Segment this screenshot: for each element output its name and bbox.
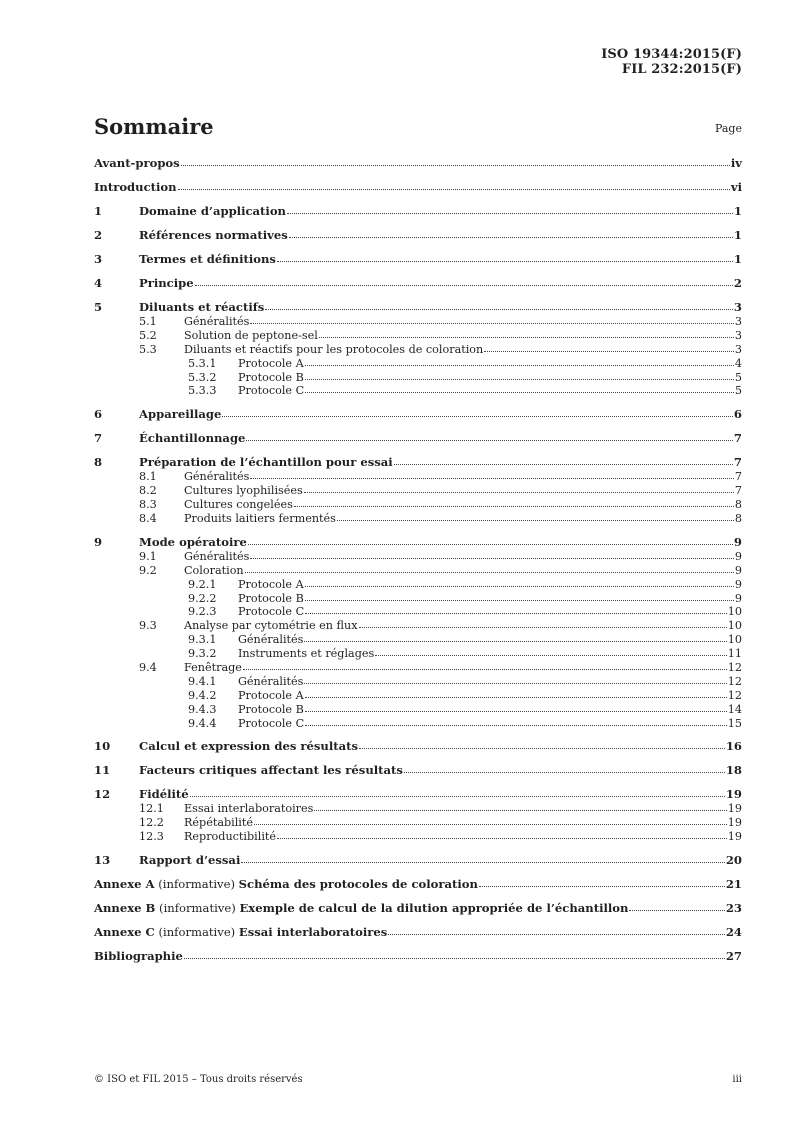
toc-entry-page: 1 bbox=[733, 204, 742, 218]
toc-entry-label: Généralités bbox=[184, 549, 250, 563]
toc-entry-page: 15 bbox=[727, 716, 742, 730]
toc-entry-page: 20 bbox=[725, 853, 742, 868]
toc-entry-label: Reproductibilité bbox=[184, 830, 277, 844]
toc-entry-number: 13 bbox=[94, 853, 111, 868]
copyright-notice: © ISO et FIL 2015 – Tous droits réservés bbox=[94, 1074, 303, 1085]
toc-entry-number: 9.4.3 bbox=[188, 702, 217, 716]
toc-entry-number: 5.2 bbox=[139, 328, 157, 342]
dot-leader bbox=[248, 544, 733, 545]
toc-entry[interactable] bbox=[94, 498, 742, 512]
toc-entry[interactable] bbox=[94, 300, 742, 315]
toc-entry-label bbox=[94, 877, 478, 892]
dot-leader bbox=[294, 506, 734, 507]
annex-title: Schéma des protocoles de coloration bbox=[238, 877, 478, 892]
toc-entry[interactable] bbox=[94, 647, 742, 661]
dot-leader bbox=[479, 886, 725, 887]
toc-entry-number: 11 bbox=[94, 763, 111, 778]
toc-spacer bbox=[94, 291, 742, 300]
toc-entry-page: 16 bbox=[725, 739, 742, 754]
toc-spacer bbox=[94, 730, 742, 739]
toc-entry-page: 12 bbox=[727, 661, 742, 675]
toc-entry-number: 10 bbox=[94, 739, 111, 754]
toc-entry-page: 27 bbox=[725, 949, 742, 964]
toc-entry-page: 10 bbox=[727, 605, 742, 619]
toc-entry-label: Diluants et réactifs bbox=[139, 300, 265, 314]
toc-entry-label: Généralités bbox=[238, 633, 304, 647]
toc-entry-number: 5.3.1 bbox=[188, 356, 217, 370]
toc-entry-page: 21 bbox=[725, 877, 742, 892]
annex-prefix: Annexe A bbox=[94, 877, 155, 892]
toc-entry-label: Coloration bbox=[184, 563, 244, 577]
toc-spacer bbox=[94, 916, 742, 925]
toc-entry[interactable] bbox=[94, 535, 742, 550]
toc-entry-label: Diluants et réactifs pour les protocoles de coloration bbox=[184, 342, 484, 356]
toc-entry-number: 9.2.2 bbox=[188, 591, 217, 605]
toc-entry[interactable] bbox=[94, 853, 742, 868]
dot-leader bbox=[305, 392, 734, 393]
toc-entry-number: 12 bbox=[94, 787, 111, 802]
toc-entry[interactable] bbox=[94, 431, 742, 446]
dot-leader bbox=[337, 520, 734, 521]
toc-entry-number: 7 bbox=[94, 431, 103, 446]
toc-entry-number: 9.4.4 bbox=[188, 716, 217, 730]
dot-leader bbox=[304, 492, 734, 493]
toc-entry-number: 6 bbox=[94, 407, 103, 422]
toc-entry-number: 8.4 bbox=[139, 512, 157, 526]
toc-entry-number: 4 bbox=[94, 276, 103, 290]
toc-entry-label: Références normatives bbox=[139, 228, 288, 242]
toc-entry-label: Protocole A bbox=[238, 577, 304, 591]
toc-entry-number: 5.3 bbox=[139, 342, 157, 356]
toc-entry-number: 12.3 bbox=[139, 830, 164, 844]
dot-leader bbox=[629, 910, 724, 911]
toc-entry-number: 9.2 bbox=[139, 563, 157, 577]
toc-entry-number: 8.3 bbox=[139, 498, 157, 512]
toc-entry-label: Protocole A bbox=[238, 356, 304, 370]
dot-leader bbox=[375, 655, 727, 656]
toc-entry-page: vi bbox=[730, 180, 742, 194]
toc-spacer bbox=[94, 243, 742, 252]
toc-entry-page: 9 bbox=[734, 563, 742, 577]
toc-entry-label: Essai interlaboratoires bbox=[184, 802, 314, 816]
toc-entry-page: 9 bbox=[733, 534, 742, 549]
toc-entry-page: iv bbox=[730, 156, 742, 170]
toc-entry-label: Protocole C bbox=[238, 605, 305, 619]
toc-entry-page: 19 bbox=[727, 816, 742, 830]
toc-entry-label: Généralités bbox=[238, 674, 304, 688]
toc-entry[interactable] bbox=[94, 512, 742, 526]
toc-entry-label: Facteurs critiques affectant les résultats bbox=[139, 763, 403, 778]
toc-entry-label: Répétabilité bbox=[184, 816, 254, 830]
toc-entry-label: Principe bbox=[139, 276, 194, 290]
page-number: iii bbox=[732, 1074, 742, 1085]
dot-leader bbox=[359, 627, 727, 628]
toc-entry-number: 9.3 bbox=[139, 619, 157, 633]
toc-entry-number: 8 bbox=[94, 455, 103, 470]
toc-spacer bbox=[94, 267, 742, 276]
toc-entry-page: 5 bbox=[734, 384, 742, 398]
toc-entry-number: 8.2 bbox=[139, 484, 157, 498]
toc-entry[interactable] bbox=[94, 739, 742, 754]
toc-entry-label bbox=[94, 901, 628, 916]
toc-entry-number: 9.3.1 bbox=[188, 633, 217, 647]
toc-entry-number: 9.4 bbox=[139, 661, 157, 675]
toc-entry-page: 11 bbox=[727, 647, 742, 661]
toc-entry[interactable] bbox=[94, 204, 742, 219]
dot-leader bbox=[304, 641, 726, 642]
toc-entry-number: 9.2.1 bbox=[188, 577, 217, 591]
toc-entry-page: 8 bbox=[734, 498, 742, 512]
page-column-label: Page bbox=[714, 122, 742, 135]
title-row bbox=[94, 110, 742, 140]
dot-leader bbox=[289, 237, 733, 238]
dot-leader bbox=[250, 323, 733, 324]
annex-type: (informative) bbox=[154, 925, 239, 940]
toc-spacer bbox=[94, 422, 742, 431]
toc-entry[interactable] bbox=[94, 252, 742, 267]
toc-entry-label: Rapport d’essai bbox=[139, 853, 241, 868]
toc-entry-number: 3 bbox=[94, 252, 103, 266]
toc-spacer bbox=[94, 868, 742, 877]
toc-entry-page: 10 bbox=[727, 633, 742, 647]
toc-entry[interactable] bbox=[94, 633, 742, 647]
toc-entry-page: 7 bbox=[734, 484, 742, 498]
toc-entry[interactable] bbox=[94, 787, 742, 802]
toc-entry[interactable] bbox=[94, 763, 742, 778]
dot-leader bbox=[314, 810, 726, 811]
toc-entry-number: 9.2.3 bbox=[188, 605, 217, 619]
toc-entry-page: 2 bbox=[733, 276, 742, 290]
toc-entry-label: Protocole A bbox=[238, 688, 304, 702]
dot-leader bbox=[305, 600, 734, 601]
toc-entry[interactable] bbox=[94, 228, 742, 243]
toc-entry[interactable] bbox=[94, 384, 742, 398]
dot-leader bbox=[246, 440, 733, 441]
toc-entry-page: 7 bbox=[734, 470, 742, 484]
fil-reference: FIL 232:2015(F) bbox=[621, 62, 742, 77]
annex-title: Exemple de calcul de la dilution appropriée de l’échantillon bbox=[239, 901, 629, 916]
toc-spacer bbox=[94, 398, 742, 407]
toc-entry-label: Bibliographie bbox=[94, 949, 183, 964]
toc-entry-label: Analyse par cytométrie en flux bbox=[184, 619, 358, 633]
toc-entry-page: 3 bbox=[734, 315, 742, 328]
toc-entry-page: 9 bbox=[734, 591, 742, 605]
dot-leader bbox=[222, 416, 733, 417]
toc-entry-label: Mode opératoire bbox=[139, 534, 247, 549]
dot-leader bbox=[305, 697, 727, 698]
toc-entry-number: 9.1 bbox=[139, 549, 157, 563]
toc-entry-label: Fenêtrage bbox=[184, 661, 242, 675]
toc-entry-number: 9.4.2 bbox=[188, 688, 217, 702]
toc-entry[interactable] bbox=[94, 877, 742, 892]
toc-entry-number: 9 bbox=[94, 534, 103, 549]
annex-type: (informative) bbox=[155, 901, 240, 916]
toc-entry[interactable] bbox=[94, 315, 742, 329]
toc-entry-page: 3 bbox=[734, 328, 742, 342]
toc-spacer bbox=[94, 195, 742, 204]
annex-title: Essai interlaboratoires bbox=[238, 925, 388, 940]
toc-spacer bbox=[94, 940, 742, 949]
toc-entry-number: 8.1 bbox=[139, 470, 157, 484]
toc-entry-page: 19 bbox=[727, 802, 742, 816]
page-footer bbox=[94, 1074, 742, 1086]
toc-entry-label: Avant-propos bbox=[94, 156, 180, 170]
dot-leader bbox=[388, 934, 725, 935]
toc-entry[interactable] bbox=[94, 925, 742, 940]
toc-spacer bbox=[94, 446, 742, 455]
annex-prefix: Annexe B bbox=[94, 901, 156, 916]
dot-leader bbox=[178, 189, 730, 190]
toc-entry-page: 3 bbox=[733, 300, 742, 314]
toc-entry[interactable] bbox=[94, 703, 742, 717]
toc-entry[interactable] bbox=[94, 156, 742, 171]
toc-entry-number: 1 bbox=[94, 204, 103, 218]
toc-entry-page: 1 bbox=[733, 252, 742, 266]
dot-leader bbox=[190, 796, 725, 797]
toc-entry[interactable] bbox=[94, 689, 742, 703]
dot-leader bbox=[394, 464, 733, 465]
toc-entry[interactable] bbox=[94, 371, 742, 385]
toc-entry-page: 23 bbox=[725, 901, 742, 916]
toc-entry-label: Domaine d’application bbox=[139, 204, 286, 218]
dot-leader bbox=[305, 586, 734, 587]
dot-leader bbox=[184, 958, 725, 959]
toc-entry[interactable] bbox=[94, 802, 742, 816]
toc-entry-label: Termes et définitions bbox=[139, 252, 276, 266]
toc-entry-label: Protocole C bbox=[238, 716, 305, 730]
document-identifier bbox=[601, 47, 742, 77]
toc-entry-label: Introduction bbox=[94, 180, 177, 194]
toc-entry-number: 9.4.1 bbox=[188, 674, 217, 688]
toc-entry[interactable] bbox=[94, 619, 742, 633]
table-of-contents bbox=[94, 156, 742, 964]
dot-leader bbox=[243, 669, 727, 670]
toc-entry[interactable] bbox=[94, 578, 742, 592]
toc-entry-page: 5 bbox=[734, 370, 742, 384]
toc-entry[interactable] bbox=[94, 675, 742, 689]
toc-entry[interactable] bbox=[94, 661, 742, 675]
dot-leader bbox=[359, 748, 725, 749]
toc-entry-label: Produits laitiers fermentés bbox=[184, 512, 336, 526]
toc-entry[interactable] bbox=[94, 357, 742, 371]
toc-entry[interactable] bbox=[94, 901, 742, 916]
dot-leader bbox=[245, 572, 734, 573]
toc-entry[interactable] bbox=[94, 717, 742, 731]
dot-leader bbox=[304, 683, 726, 684]
toc-spacer bbox=[94, 844, 742, 853]
dot-leader bbox=[277, 838, 727, 839]
dot-leader bbox=[265, 309, 733, 310]
page-title: Sommaire bbox=[94, 114, 214, 139]
toc-entry[interactable] bbox=[94, 605, 742, 619]
toc-entry-number: 5 bbox=[94, 300, 103, 314]
toc-entry-label bbox=[94, 925, 387, 940]
dot-leader bbox=[287, 213, 733, 214]
toc-entry[interactable] bbox=[94, 949, 742, 964]
iso-reference: ISO 19344:2015(F) bbox=[601, 47, 742, 62]
toc-entry-number: 9.3.2 bbox=[188, 647, 217, 661]
annex-prefix: Annexe C bbox=[94, 925, 155, 940]
toc-entry-label: Solution de peptone-sel bbox=[184, 328, 318, 342]
toc-entry[interactable] bbox=[94, 329, 742, 343]
toc-entry-page: 7 bbox=[733, 455, 742, 470]
dot-leader bbox=[305, 711, 727, 712]
toc-entry-label: Protocole B bbox=[238, 370, 304, 384]
dot-leader bbox=[195, 285, 733, 286]
toc-entry[interactable] bbox=[94, 564, 742, 578]
toc-entry[interactable] bbox=[94, 550, 742, 564]
dot-leader bbox=[305, 379, 734, 380]
dot-leader bbox=[277, 261, 733, 262]
toc-entry[interactable] bbox=[94, 180, 742, 195]
toc-entry-page: 4 bbox=[734, 356, 742, 370]
toc-entry-page: 7 bbox=[733, 431, 742, 446]
dot-leader bbox=[484, 351, 734, 352]
dot-leader bbox=[404, 772, 725, 773]
dot-leader bbox=[305, 613, 727, 614]
toc-entry-page: 6 bbox=[733, 407, 742, 422]
dot-leader bbox=[181, 165, 730, 166]
toc-entry-label: Calcul et expression des résultats bbox=[139, 739, 359, 754]
toc-spacer bbox=[94, 754, 742, 763]
toc-entry-label: Généralités bbox=[184, 315, 250, 328]
toc-spacer bbox=[94, 219, 742, 228]
toc-entry-label: Fidélité bbox=[139, 787, 189, 802]
dot-leader bbox=[254, 824, 727, 825]
toc-entry[interactable] bbox=[94, 407, 742, 422]
toc-entry-page: 14 bbox=[727, 702, 742, 716]
toc-entry-page: 1 bbox=[733, 228, 742, 242]
toc-entry[interactable] bbox=[94, 343, 742, 357]
toc-entry-page: 18 bbox=[725, 763, 742, 778]
toc-entry-label: Protocole B bbox=[238, 702, 304, 716]
toc-entry-page: 3 bbox=[734, 342, 742, 356]
toc-entry-page: 12 bbox=[727, 688, 742, 702]
toc-spacer bbox=[94, 892, 742, 901]
toc-entry-label: Appareillage bbox=[139, 407, 222, 422]
toc-entry-number: 5.1 bbox=[139, 315, 157, 328]
toc-entry-page: 19 bbox=[725, 787, 742, 802]
toc-entry-label: Protocole C bbox=[238, 384, 305, 398]
toc-spacer bbox=[94, 171, 742, 180]
toc-entry-page: 9 bbox=[734, 577, 742, 591]
dot-leader bbox=[250, 478, 733, 479]
toc-entry-page: 9 bbox=[734, 549, 742, 563]
toc-entry-number: 5.3.2 bbox=[188, 370, 217, 384]
toc-entry-page: 10 bbox=[727, 619, 742, 633]
toc-entry[interactable] bbox=[94, 484, 742, 498]
toc-entry-page: 8 bbox=[734, 512, 742, 526]
toc-entry-label: Échantillonnage bbox=[139, 431, 246, 446]
toc-entry[interactable] bbox=[94, 470, 742, 484]
toc-entry-page: 19 bbox=[727, 830, 742, 844]
toc-entry-label: Protocole B bbox=[238, 591, 304, 605]
toc-spacer bbox=[94, 778, 742, 787]
toc-spacer bbox=[94, 526, 742, 535]
toc-entry-label: Préparation de l’échantillon pour essai bbox=[139, 455, 393, 470]
toc-entry-label: Instruments et réglages bbox=[238, 647, 375, 661]
toc-entry-page: 12 bbox=[727, 674, 742, 688]
toc-entry-page: 24 bbox=[725, 925, 742, 940]
toc-entry-number: 12.2 bbox=[139, 816, 164, 830]
toc-entry[interactable] bbox=[94, 455, 742, 470]
toc-entry-number: 2 bbox=[94, 228, 103, 242]
toc-entry-number: 5.3.3 bbox=[188, 384, 217, 398]
toc-entry-label: Généralités bbox=[184, 470, 250, 484]
toc-entry-label: Cultures lyophilisées bbox=[184, 484, 303, 498]
dot-leader bbox=[250, 558, 733, 559]
dot-leader bbox=[319, 337, 734, 338]
dot-leader bbox=[241, 862, 725, 863]
toc-entry[interactable] bbox=[94, 276, 742, 291]
dot-leader bbox=[305, 725, 727, 726]
toc-entry[interactable] bbox=[94, 592, 742, 606]
toc-entry[interactable] bbox=[94, 830, 742, 844]
dot-leader bbox=[305, 365, 734, 366]
toc-entry-label: Cultures congelées bbox=[184, 498, 293, 512]
toc-entry-number: 12.1 bbox=[139, 802, 164, 816]
toc-entry[interactable] bbox=[94, 816, 742, 830]
annex-type: (informative) bbox=[154, 877, 239, 892]
